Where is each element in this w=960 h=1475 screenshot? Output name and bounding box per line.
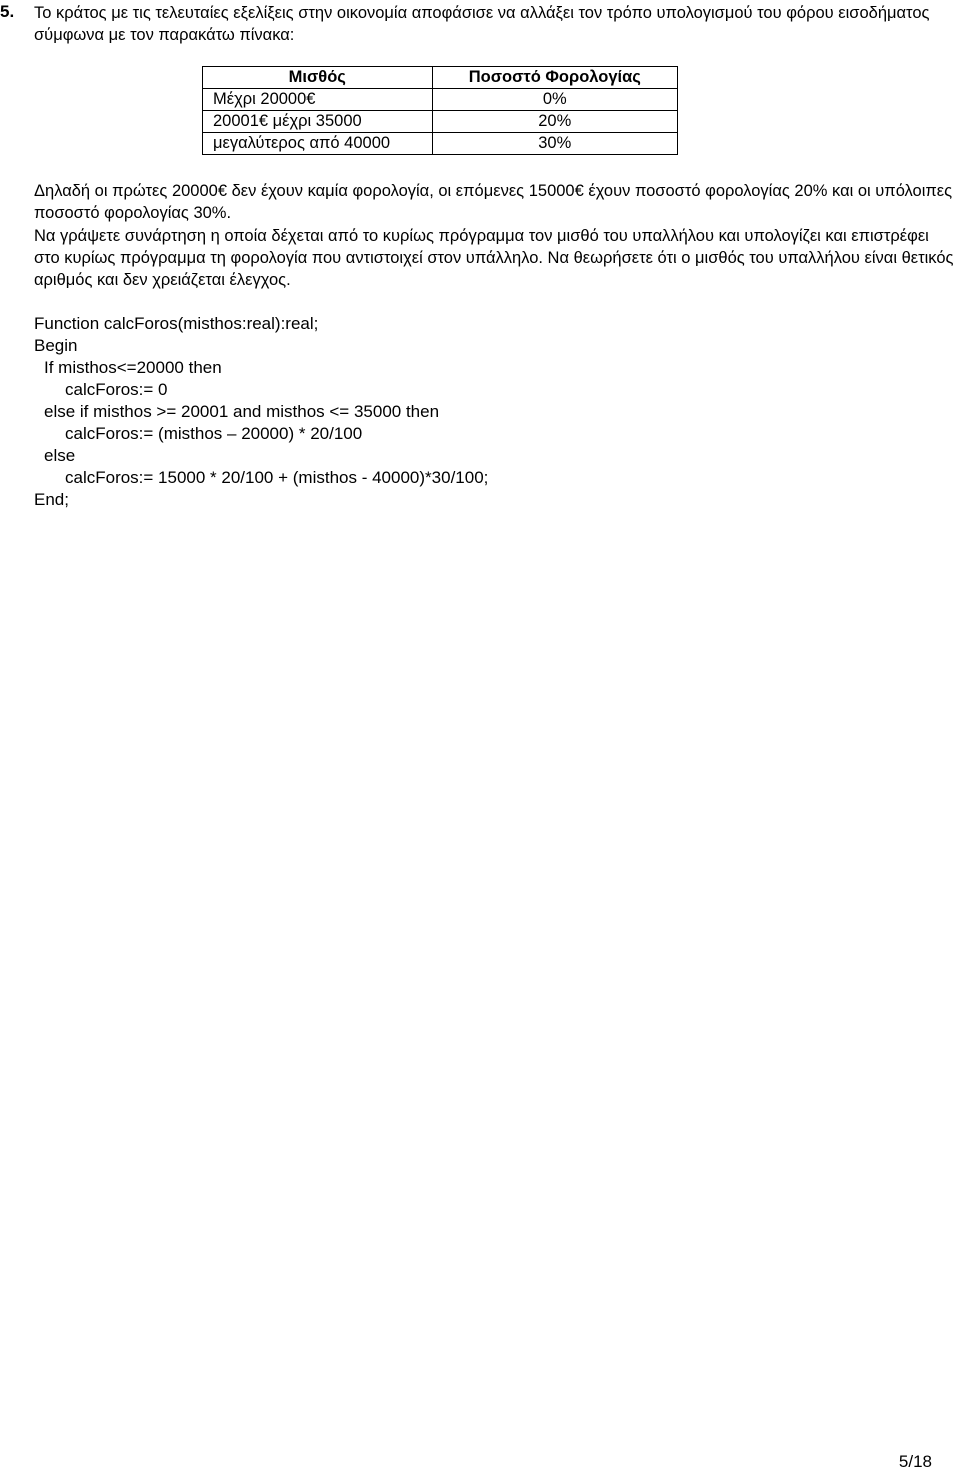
code-line: If misthos<=20000 then <box>44 358 222 377</box>
explanation-paragraph: Δηλαδή οι πρώτες 20000€ δεν έχουν καμία φορολογία, οι επόμενες 15000€ έχουν ποσοστό φορολογίας 20% και οι υπόλοιπες ποσοστό φορολογίας 30%. <box>34 182 953 222</box>
question-number: 5. <box>0 2 15 21</box>
tax-table <box>202 66 678 155</box>
header-tax-rate: Ποσοστό Φορολογίας <box>432 67 677 89</box>
code-line: calcForos:= 0 <box>65 380 168 399</box>
table-row <box>203 89 678 111</box>
code-line: calcForos:= 15000 * 20/100 + (misthos - 40000)*30/100; <box>65 468 489 487</box>
rate-cell: 0% <box>432 89 677 111</box>
code-line: else <box>44 446 76 465</box>
rate-cell: 20% <box>432 111 677 133</box>
tax-table-header <box>203 67 678 89</box>
salary-cell: μεγαλύτερος από 40000 <box>203 133 433 155</box>
salary-cell: Μέχρι 20000€ <box>203 89 433 111</box>
header-salary: Μισθός <box>203 67 433 89</box>
page-number: 5/18 <box>898 1452 932 1471</box>
question-intro: Το κράτος με τις τελευταίες εξελίξεις στην οικονομία αποφάσισε να αλλάξει τον τρόπο υπολογισμού του φόρου εισοδήματος σύμφωνα με τον παρακάτω πίνακα: <box>34 4 930 44</box>
code-block <box>34 313 488 511</box>
rate-cell: 30% <box>432 133 677 155</box>
table-row <box>203 111 678 133</box>
code-line: Function calcForos(misthos:real):real; <box>34 314 319 333</box>
code-line: else if misthos >= 20001 and misthos <= 35000 then <box>44 402 440 421</box>
code-line: calcForos:= (misthos – 20000) * 20/100 <box>65 424 363 443</box>
table-row <box>203 133 678 155</box>
salary-cell: 20001€ μέχρι 35000 <box>203 111 433 133</box>
code-line: Begin <box>34 336 78 355</box>
task-paragraph: Να γράψετε συνάρτηση η οποία δέχεται από το κυρίως πρόγραμμα τον μισθό του υπαλλήλου και υπολογίζει και επιστρέφει στο κυρίως πρόγραμμα τη φορολογία που αντιστοιχεί στον υπάλληλο. Να θεωρήσετε ότι ο μισθός του υπαλλήλου είναι θετικός αριθμός και δεν χρειάζεται έλεγχος. <box>34 227 954 289</box>
code-line: End; <box>34 490 69 509</box>
